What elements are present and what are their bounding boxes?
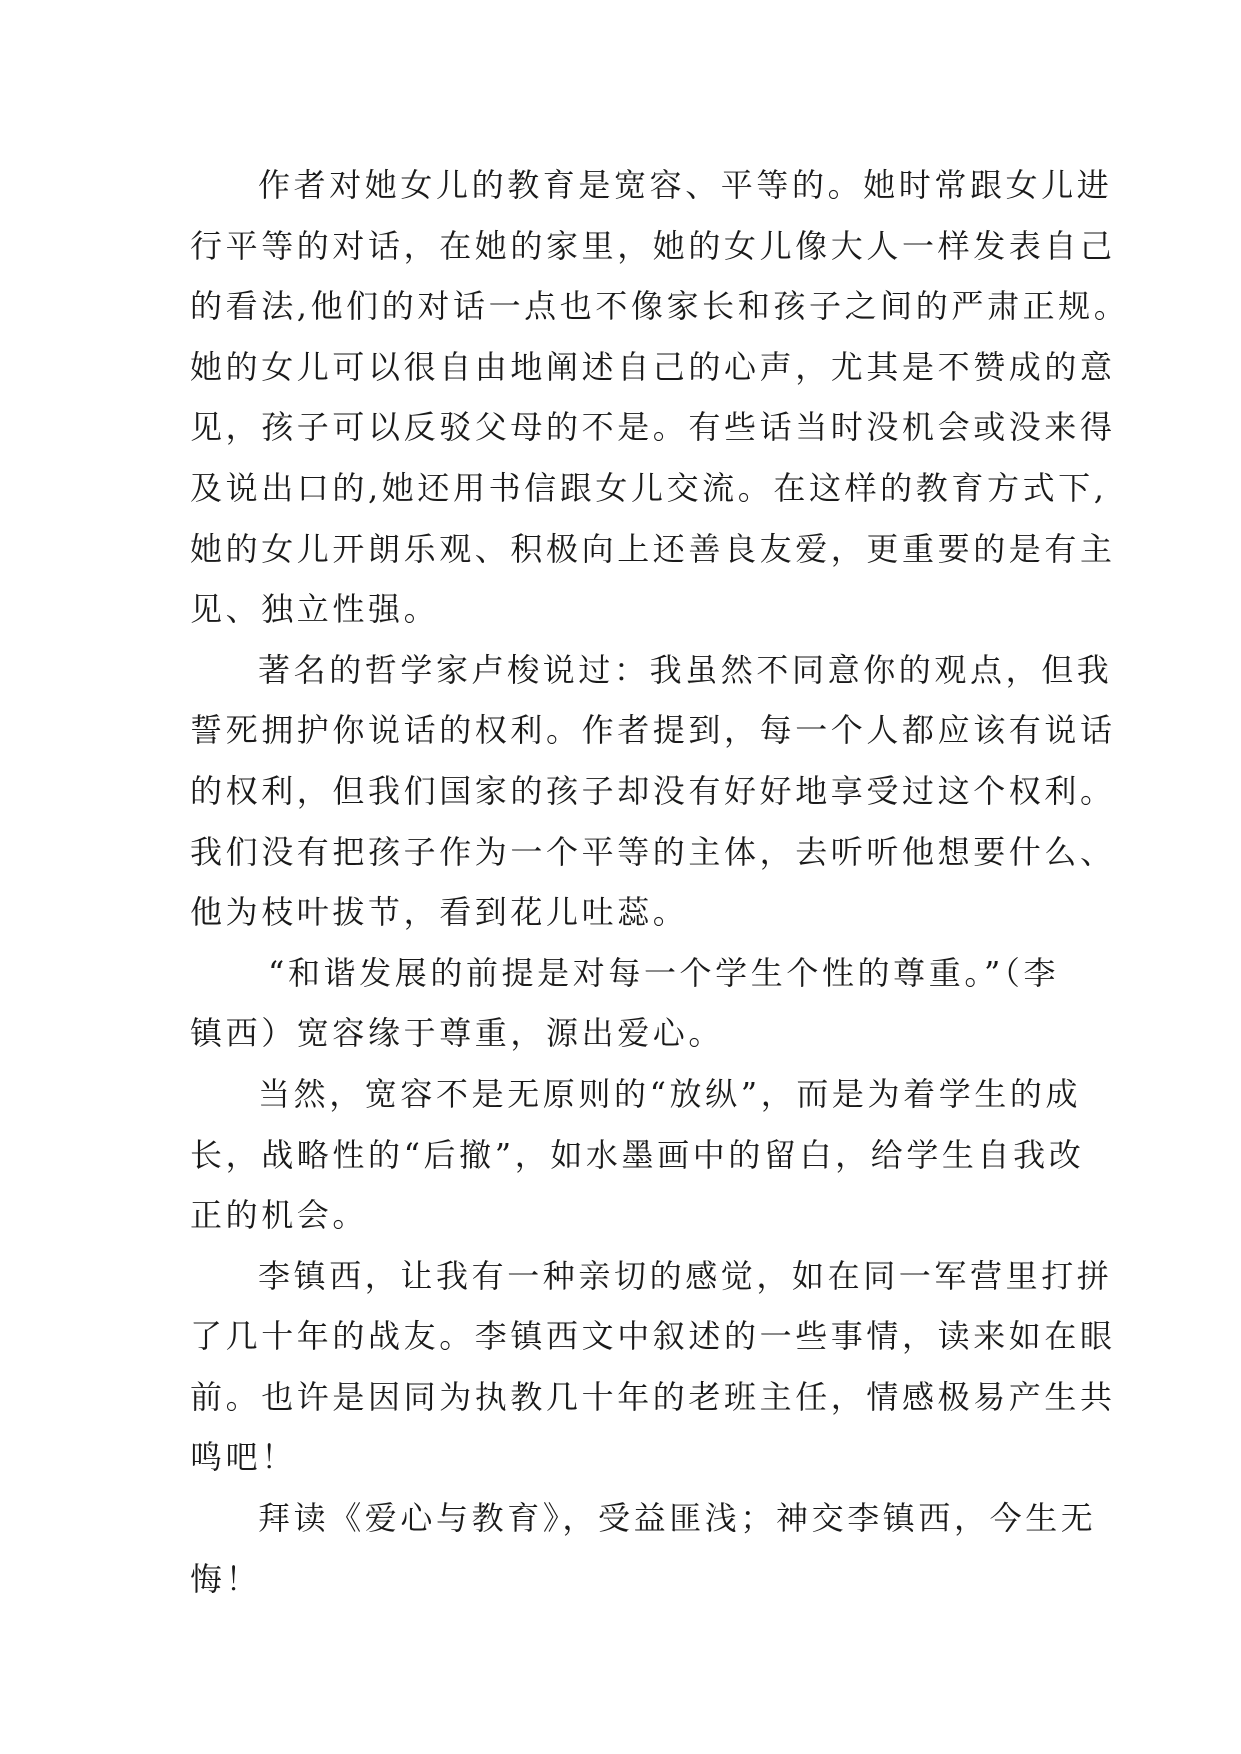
text-line: 前。也许是因同为执教几十年的老班主任，情感极易产生共 xyxy=(190,1377,1116,1416)
text-line: 正的机会。 xyxy=(190,1196,369,1235)
text-line: 及说出口的,她还用书信跟女儿交流。在这样的教育方式下, xyxy=(190,468,1108,507)
text-line: 行平等的对话，在她的家里，她的女儿像大人一样发表自己 xyxy=(190,226,1116,265)
text-line: 当然，宽容不是无原则的“放纵”，而是为着学生的成 xyxy=(258,1074,1082,1113)
text-line: 鸣吧！ xyxy=(190,1438,297,1477)
text-line: 我们没有把孩子作为一个平等的主体，去听听他想要什么、 xyxy=(190,832,1116,871)
text-line: 她的女儿开朗乐观、积极向上还善良友爱，更重要的是有主 xyxy=(190,529,1116,568)
text-line: 见、独立性强。 xyxy=(190,590,440,629)
text-line: 拜读《爱心与教育》，受益匪浅；神交李镇西，今生无 xyxy=(258,1499,1097,1538)
text-line: 李镇西，让我有一种亲切的感觉，如在同一军营里打拼 xyxy=(258,1256,1113,1295)
text-line: 的看法,他们的对话一点也不像家长和孩子之间的严肃正规。 xyxy=(190,287,1130,326)
text-line: 他为枝叶拔节，看到花儿吐蕊。 xyxy=(190,893,689,932)
text-line: 了几十年的战友。李镇西文中叙述的一些事情，读来如在眼 xyxy=(190,1317,1116,1356)
text-line: “和谐发展的前提是对每一个学生个性的尊重。”（李 xyxy=(268,953,1060,992)
text-line: 作者对她女儿的教育是宽容、平等的。她时常跟女儿进 xyxy=(258,166,1113,204)
text-line: 见，孩子可以反驳父母的不是。有些话当时没机会或没来得 xyxy=(190,408,1116,447)
text-line: 誓死拥护你说话的权利。作者提到，每一个人都应该有说话 xyxy=(190,711,1116,750)
text-line: 镇西）宽容缘于尊重，源出爱心。 xyxy=(190,1014,725,1053)
text-line: 长，战略性的“后撤”，如水墨画中的留白，给学生自我改 xyxy=(190,1135,1085,1174)
text-line: 的权利，但我们国家的孩子却没有好好地享受过这个权利。 xyxy=(190,771,1116,810)
document-body xyxy=(190,155,1130,1609)
text-line: 著名的哲学家卢梭说过：我虽然不同意你的观点，但我 xyxy=(258,650,1113,689)
text-line: 她的女儿可以很自由地阐述自己的心声，尤其是不赞成的意 xyxy=(190,347,1116,386)
text-line: 悔！ xyxy=(190,1559,262,1598)
